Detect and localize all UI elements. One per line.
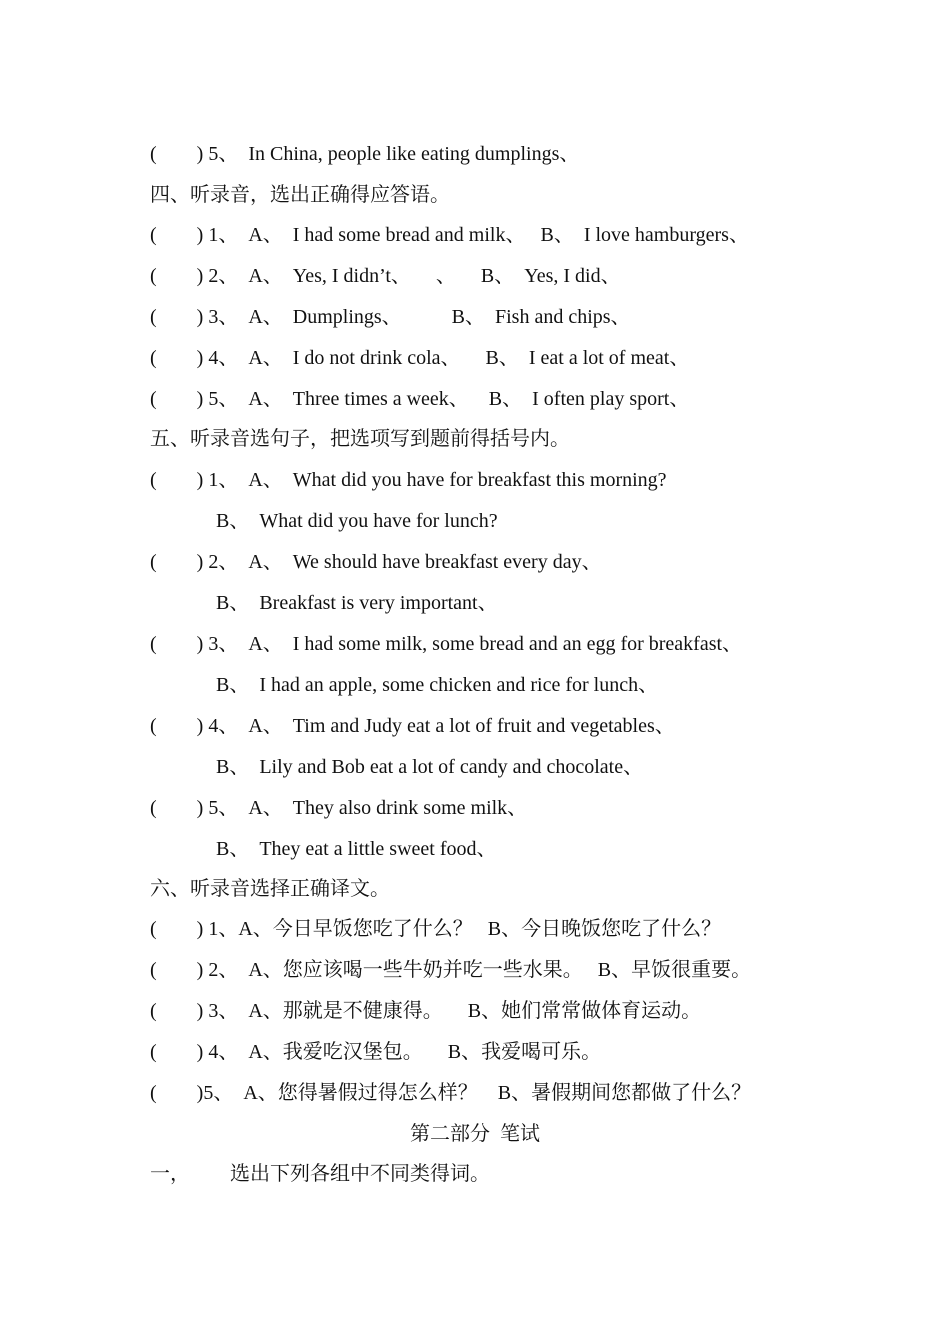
question-line: ( ) 2、 A、您应该喝一些牛奶并吃一些水果。 B、早饭很重要。 (150, 959, 752, 981)
section-heading: 四、听录音，选出正确得应答语。 (150, 184, 450, 206)
option-line: B、 Breakfast is very important、 (216, 592, 498, 614)
section-heading: 六、听录音选择正确译文。 (150, 878, 390, 900)
option-line: B、 I had an apple, some chicken and rice for lunch、 (216, 674, 659, 696)
question-line: ( ) 1、 A、 What did you have for breakfast this morning? (150, 469, 667, 491)
option-line: B、 Lily and Bob eat a lot of candy and chocolate、 (216, 756, 644, 778)
section-heading: 五、听录音选句子，把选项写到题前得括号内。 (150, 428, 570, 450)
question-line: ( ) 2、 A、 We should have breakfast every day、 (150, 551, 602, 573)
question-line: ( ) 4、 A、我爱吃汉堡包。 B、我爱喝可乐。 (150, 1041, 602, 1063)
question-line: ( ) 2、 A、 Yes, I didn’t、 、 B、 Yes, I did、 (150, 265, 621, 287)
question-line: ( ) 3、 A、那就是不健康得。 B、她们常常做体育运动。 (150, 1000, 702, 1022)
question-line: ( ) 1、A、今日早饭您吃了什么？ B、今日晚饭您吃了什么？ (150, 918, 722, 940)
question-line: ( ) 4、 A、 Tim and Judy eat a lot of fruit and vegetables、 (150, 715, 675, 737)
question-line: ( ) 5、 A、 Three times a week、 B、 I often play sport、 (150, 388, 690, 410)
option-line: B、 What did you have for lunch? (216, 510, 498, 532)
section-heading: 一， 选出下列各组中不同类得词。 (150, 1163, 490, 1185)
question-line: ( ) 4、 A、 I do not drink cola、 B、 I eat a lot of meat、 (150, 347, 690, 369)
question-line: ( ) 5、 In China, people like eating dumplings、 (150, 143, 580, 165)
question-line: ( )5、 A、您得暑假过得怎么样？ B、暑假期间您都做了什么？ (150, 1082, 752, 1104)
question-line: ( ) 5、 A、 They also drink some milk、 (150, 797, 528, 819)
question-line: ( ) 3、 A、 I had some milk, some bread and an egg for breakfast、 (150, 633, 743, 655)
question-line: ( ) 1、 A、 I had some bread and milk、 B、 I love hamburgers、 (150, 224, 749, 246)
question-line: ( ) 3、 A、 Dumplings、 B、 Fish and chips、 (150, 306, 631, 328)
part-title: 第二部分 笔试 (410, 1123, 540, 1145)
option-line: B、 They eat a little sweet food、 (216, 838, 497, 860)
